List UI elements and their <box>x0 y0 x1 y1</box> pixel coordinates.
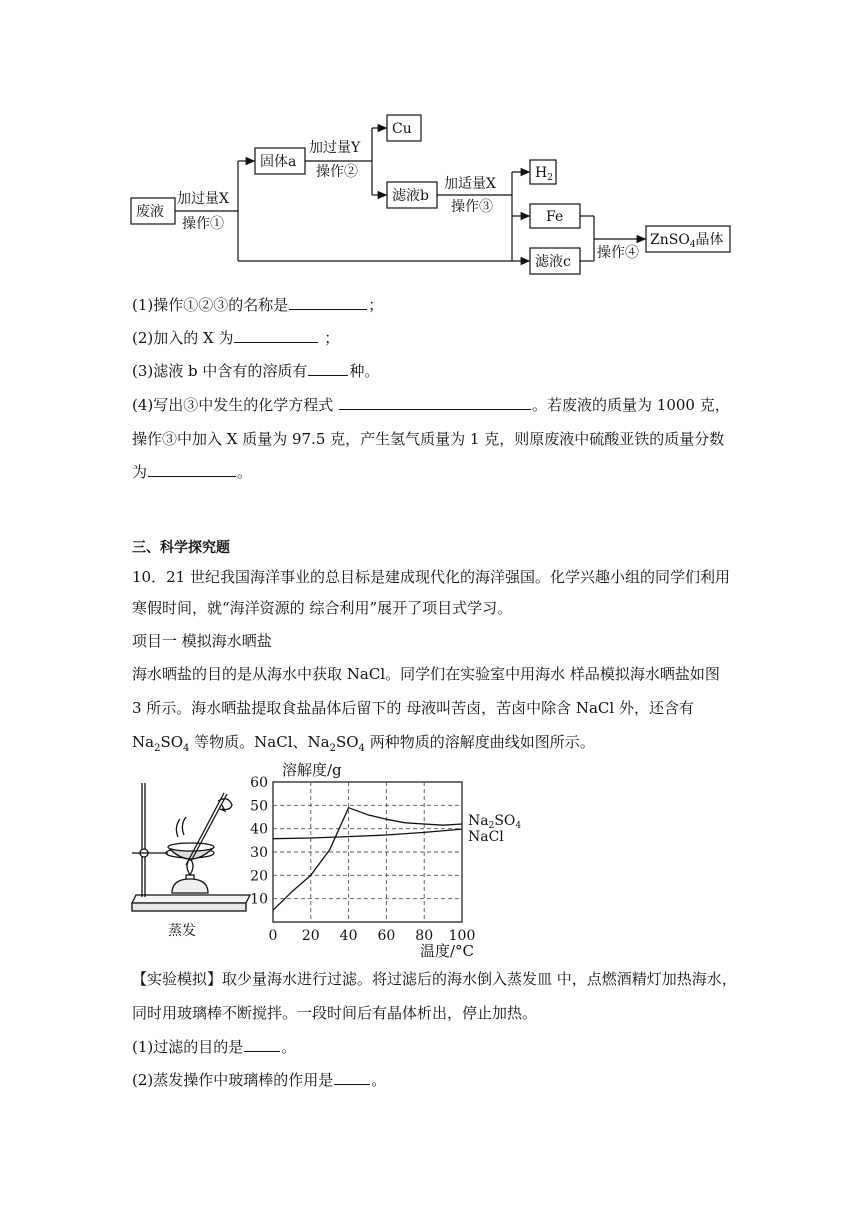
answer-blank[interactable] <box>308 361 348 376</box>
paragraph-line: 同时用玻璃棒不断搅拌。一段时间后有晶体析出，停止加热。 <box>132 1004 538 1022</box>
series-label-nacl: NaCl <box>468 829 504 846</box>
waste-liquid-label: 废液 <box>136 204 164 220</box>
answer-blank[interactable] <box>334 1070 370 1085</box>
add-x-label: 加过量X <box>177 191 229 207</box>
evaporation-apparatus <box>128 775 256 943</box>
question-4-line3: 为 。 <box>132 463 253 481</box>
answer-blank[interactable] <box>244 1037 280 1052</box>
op1-label: 操作① <box>182 216 224 232</box>
question-2: (2)加入的 X 为 ； <box>132 329 340 347</box>
process-flowchart <box>0 100 860 280</box>
product-label: ZnSO$_4$晶体 <box>650 232 724 250</box>
answer-blank[interactable] <box>289 295 367 310</box>
question-1: (1)过滤的目的是 。 <box>132 1038 297 1056</box>
paragraph-line: 10．21 世纪我国海洋事业的总目标是建成现代化的海洋强国。化学兴趣小组的同学们利用 <box>132 568 730 586</box>
x-tick-label: 40 <box>339 928 358 944</box>
x-tick-label: 20 <box>301 928 320 944</box>
question-4: (4)写出③中发生的化学方程式 。若废液的质量为 1000 克， <box>132 396 730 414</box>
y-tick-label: 40 <box>250 821 268 838</box>
answer-blank[interactable] <box>234 328 318 343</box>
question-4-line2: 操作③中加入 X 质量为 97.5 克，产生氢气质量为 1 克，则原废液中硫酸亚铁的质量分数 <box>132 430 725 448</box>
y-axis-label: 溶解度/g <box>282 761 342 779</box>
solid-a-label: 固体a <box>260 154 297 170</box>
answer-blank[interactable] <box>339 395 531 410</box>
question-3: (3)滤液 b 中含有的溶质有 种。 <box>132 362 380 380</box>
filtrate-b-label: 滤液b <box>392 188 429 204</box>
x-axis-label: 温度/°C <box>420 942 475 960</box>
fe-label: Fe <box>546 209 564 225</box>
solubility-chart <box>240 755 540 960</box>
op2-label: 操作② <box>316 164 358 180</box>
add-y-label: 加过量Y <box>309 140 361 156</box>
answer-blank[interactable] <box>148 462 236 477</box>
series-line-na2so4 <box>273 808 462 911</box>
y-tick-label: 50 <box>250 798 268 815</box>
question-2: (2)蒸发操作中玻璃棒的作用是 。 <box>132 1071 387 1089</box>
x-tick-label: 0 <box>268 928 278 944</box>
question-1: (1)操作①②③的名称是 ； <box>132 296 384 314</box>
paragraph-line: 3 所示。海水晒盐提取食盐晶体后留下的 母液叫苦卤，苦卤中除含 NaCl 外，还含有 <box>132 699 694 717</box>
x-tick-label: 100 <box>448 928 476 944</box>
paragraph-line: 寒假时间，就“海洋资源的 综合利用”展开了项目式学习。 <box>132 599 513 617</box>
y-tick-label: 30 <box>250 845 268 861</box>
x-tick-label: 80 <box>415 928 434 944</box>
paragraph-line: 海水晒盐的目的是从海水中获取 NaCl。同学们在实验室中用海水 样品模拟海水晒盐如图 <box>132 665 720 683</box>
filtrate-c-label: 滤液c <box>535 254 571 270</box>
x-tick-label: 60 <box>377 928 396 944</box>
series-line-nacl <box>273 829 462 839</box>
h2-label: $H_2$ <box>535 165 553 183</box>
op4-label: 操作④ <box>597 245 639 261</box>
apparatus-label: 蒸发 <box>168 923 196 939</box>
y-tick-label: 20 <box>250 868 268 885</box>
paragraph-line: $Na_2SO_4$ 等物质。NaCl、$Na_2SO_4$ 两种物质的溶解度曲线如图所示。 <box>132 733 595 754</box>
cu-label: Cu <box>392 121 412 137</box>
y-tick-label: 60 <box>250 775 268 791</box>
series-label-na2so4: $Na_2SO_4$ <box>468 813 522 831</box>
section-heading: 三、科学探究题 <box>132 540 230 556</box>
project-title: 项目一 模拟海水晒盐 <box>132 632 272 650</box>
add-x2-label: 加适量X <box>444 176 496 192</box>
y-tick-label: 10 <box>250 891 268 908</box>
paragraph-line: 【实验模拟】取少量海水进行过滤。将过滤后的海水倒入蒸发皿 中，点燃酒精灯加热海水， <box>132 970 737 988</box>
op3-label: 操作③ <box>451 199 493 215</box>
